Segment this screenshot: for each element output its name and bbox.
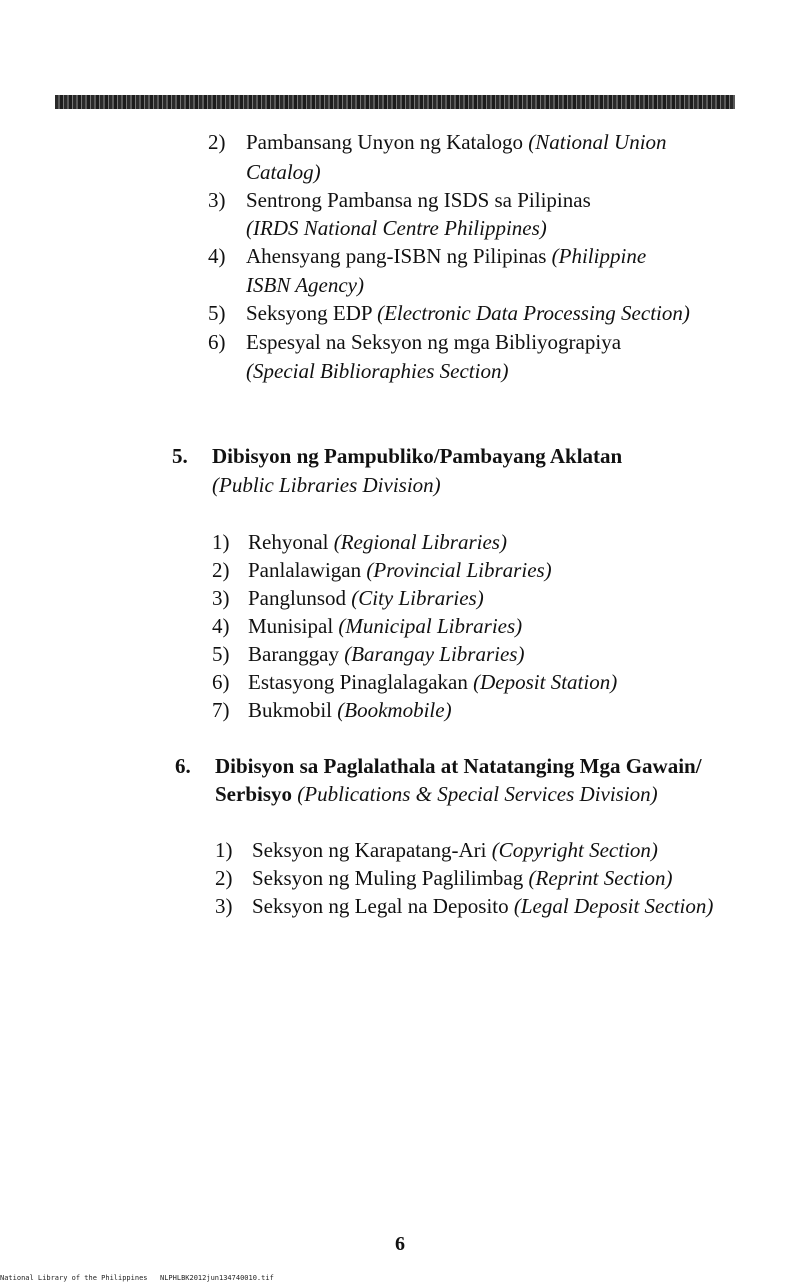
item-translation-cont: Catalog) <box>246 160 321 184</box>
item-text: Sentrong Pambansa ng ISDS sa Pilipinas <box>246 188 591 212</box>
item-number: 3) <box>208 188 226 212</box>
item-text: Baranggay <box>248 642 339 666</box>
item-number: 5) <box>212 642 230 666</box>
section-number: 5. <box>172 444 188 468</box>
section-heading <box>172 442 622 470</box>
item-text: Seksyon ng Muling Paglilimbag <box>252 866 524 890</box>
item-number: 6) <box>212 670 230 694</box>
item-translation: (Philippine <box>551 244 647 268</box>
footer-filename: NLPHLBK2012jun134740010.tif <box>160 1274 274 1282</box>
item-text: Munisipal <box>248 614 334 638</box>
list-item <box>215 836 658 864</box>
section-subtitle: (Publications & Special Services Division) <box>297 782 658 806</box>
item-number: 4) <box>212 614 230 638</box>
item-text: Seksyon ng Legal na Deposito <box>252 894 509 918</box>
list-item <box>212 528 507 556</box>
item-number: 5) <box>208 301 226 325</box>
item-text: Estasyong Pinaglalagakan <box>248 670 468 694</box>
section-number: 6. <box>175 754 191 778</box>
item-number: 2) <box>212 558 230 582</box>
list-item <box>212 584 484 612</box>
section-title: Dibisyon ng Pampubliko/Pambayang Aklatan <box>212 444 623 468</box>
list-item <box>208 242 646 270</box>
list-item <box>208 328 621 356</box>
item-translation: (City Libraries) <box>351 586 484 610</box>
item-number: 1) <box>215 838 233 862</box>
list-item <box>215 892 713 920</box>
item-translation-cont: ISBN Agency) <box>246 273 364 297</box>
item-translation: (Legal Deposit Section) <box>513 894 714 918</box>
list-item <box>208 186 591 214</box>
list-item <box>212 696 452 724</box>
item-translation: (Reprint Section) <box>528 866 673 890</box>
item-text: Panglunsod <box>248 586 347 610</box>
list-item <box>208 128 667 156</box>
list-item <box>212 556 552 584</box>
item-translation: (Bookmobile) <box>337 698 452 722</box>
item-translation: (Special Bibliorаphies Section) <box>246 359 509 383</box>
item-translation: (Municipal Libraries) <box>338 614 523 638</box>
item-text: Pambansang Unyon ng Katalogo <box>246 130 524 154</box>
item-number: 4) <box>208 244 226 268</box>
section-subtitle: (Public Libraries Division) <box>212 473 441 497</box>
item-number: 2) <box>215 866 233 890</box>
list-item <box>215 864 673 892</box>
item-number: 3) <box>215 894 233 918</box>
section-heading <box>175 752 702 780</box>
list-item <box>212 668 617 696</box>
item-translation: (Provincial Libraries) <box>366 558 552 582</box>
item-translation: (Regional Libraries) <box>333 530 507 554</box>
item-text: Bukmobil <box>248 698 333 722</box>
item-translation: (Deposit Station) <box>473 670 618 694</box>
list-item <box>212 612 522 640</box>
item-text: Rehyonal <box>248 530 329 554</box>
section-title: Dibisyon sa Paglalathala at Natatanging Mga Gawain/ <box>215 754 702 778</box>
item-text: Seksyon ng Karapatang-Ari <box>252 838 487 862</box>
item-translation: (Electronic Data Processing Section) <box>377 301 690 325</box>
item-translation: (IRDS National Centre Philippines) <box>246 216 547 240</box>
item-text: Seksyong EDP <box>246 301 372 325</box>
item-number: 7) <box>212 698 230 722</box>
footer-source: National Library of the Philippines <box>0 1274 148 1282</box>
section-title-cont <box>215 780 658 808</box>
item-number: 6) <box>208 330 226 354</box>
item-number: 1) <box>212 530 230 554</box>
list-item <box>208 299 690 327</box>
item-text: Espesyal na Seksyon ng mga Bibliyograpiya <box>246 330 622 354</box>
list-item <box>212 640 524 668</box>
item-number: 2) <box>208 130 226 154</box>
scan-border-band <box>55 95 735 109</box>
item-number: 3) <box>212 586 230 610</box>
item-translation: (Barangay Libraries) <box>344 642 525 666</box>
page-number: 6 <box>395 1233 405 1255</box>
item-translation: (National Union <box>528 130 667 154</box>
item-text: Ahensyang pang-ISBN ng Pilipinas <box>246 244 547 268</box>
item-translation: (Copyright Section) <box>491 838 658 862</box>
section-title-cont-text: Serbisyo <box>215 782 293 806</box>
item-text: Panlalawigan <box>248 558 362 582</box>
